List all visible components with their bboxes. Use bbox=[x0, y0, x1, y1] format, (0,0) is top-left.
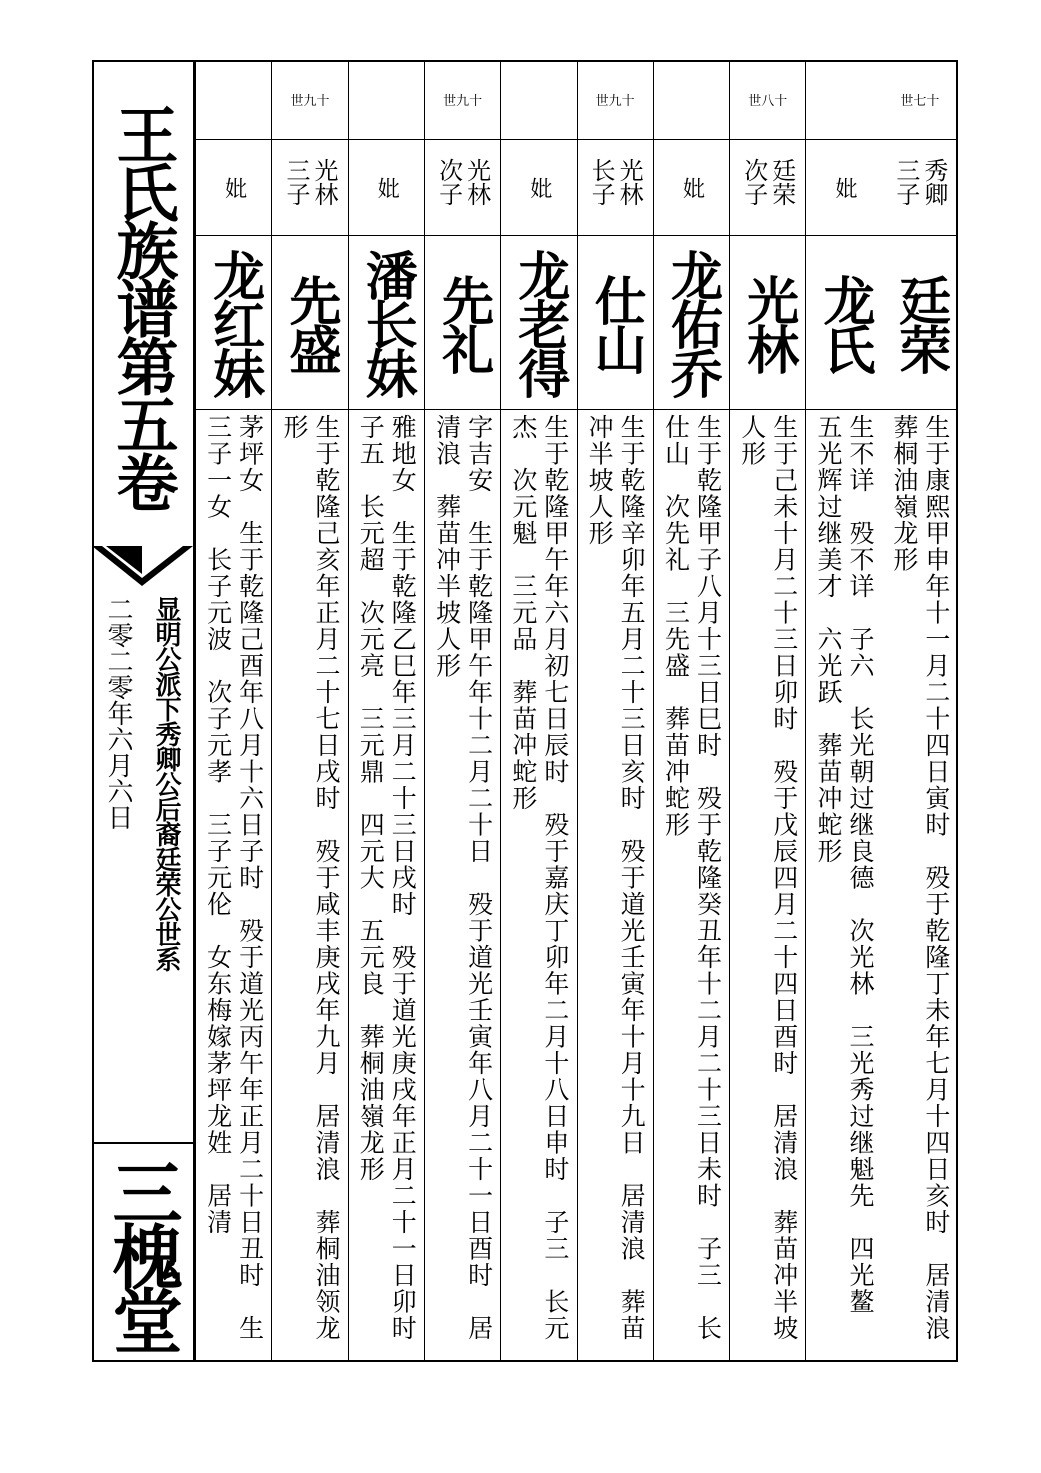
bio-text: 生于乾隆甲午年六月初七日辰时 殁于嘉庆丁卯年二月十八日申时 子三 长元杰 次元魁 三元品 葬苗冲蛇形 bbox=[508, 414, 570, 1342]
generation-cell bbox=[654, 60, 729, 140]
relation-text: 妣 bbox=[221, 176, 247, 199]
relation-cell bbox=[882, 140, 958, 236]
bio-cell bbox=[272, 410, 347, 1360]
bio-cell bbox=[349, 410, 424, 1368]
entry-column bbox=[729, 60, 805, 1362]
bio-cell bbox=[806, 410, 881, 1360]
relation-cell bbox=[196, 140, 271, 236]
person-name: 光林 bbox=[737, 273, 799, 372]
relation-cell bbox=[425, 140, 500, 236]
bio-cell bbox=[654, 410, 729, 1360]
name-cell bbox=[349, 236, 424, 410]
entry-column bbox=[882, 60, 958, 1368]
lineage-subtitle: 显明公派下秀卿公后裔廷荣公世系 bbox=[151, 596, 181, 971]
name-cell bbox=[425, 236, 500, 410]
relation-text: 秀卿三子 bbox=[891, 157, 948, 206]
bio-text: 生于乾隆己亥年正月二十七日戌时 殁于咸丰庚戌年九月 居清浪 葬桐油领龙形 bbox=[279, 414, 341, 1342]
name-cell bbox=[501, 236, 576, 410]
relation-text: 妣 bbox=[832, 176, 858, 199]
bio-cell bbox=[578, 410, 653, 1360]
name-cell bbox=[578, 236, 653, 410]
bio-cell bbox=[882, 410, 958, 1368]
bio-text: 生于乾隆辛卯年五月二十三日亥时 殁于道光壬寅年十月十九日 居清浪 葬苗冲半坡人形 bbox=[585, 414, 647, 1342]
generation-cell: 世八十 bbox=[730, 60, 805, 140]
entry-column bbox=[348, 60, 424, 1368]
genealogy-columns bbox=[195, 60, 958, 1368]
name-cell bbox=[730, 236, 805, 410]
relation-cell bbox=[806, 140, 881, 236]
bio-text: 雅地女 生于乾隆乙巳年三月二十三日戌时 殁于道光庚戌年正月二十一日卯时 子五 长元超 次元亮 三元鼎 四元大 五元良 葬桐油嶺龙形 bbox=[356, 414, 418, 1368]
genealogy-title: 王氏族谱第五卷 bbox=[106, 103, 179, 509]
bio-text: 茅坪女 生于乾隆己酉年八月十六日子时 殁于道光丙午年正月二十日丑时 生三子一女 长子元波 次子元孝 三子元伦 女东梅嫁茅坪龙姓 居清 bbox=[203, 414, 265, 1342]
generation-cell: 世九十 bbox=[425, 60, 500, 140]
person-name: 龙佑乔 bbox=[661, 249, 723, 396]
relation-text: 妣 bbox=[374, 176, 400, 199]
generation-cell: 世七十 bbox=[882, 60, 958, 140]
generation-cell bbox=[196, 60, 271, 140]
bio-cell bbox=[425, 410, 500, 1360]
generation-cell bbox=[349, 60, 424, 140]
entry-column bbox=[653, 60, 729, 1362]
generation-cell bbox=[806, 60, 881, 140]
bio-cell bbox=[730, 410, 805, 1360]
entry-column bbox=[805, 60, 881, 1362]
relation-cell bbox=[578, 140, 653, 236]
bio-cell bbox=[196, 410, 271, 1360]
relation-cell bbox=[501, 140, 576, 236]
relation-text: 妣 bbox=[679, 176, 705, 199]
person-name: 潘长妹 bbox=[356, 249, 418, 396]
person-name: 仕山 bbox=[585, 273, 647, 372]
person-name: 先盛 bbox=[279, 273, 341, 372]
spine-panel bbox=[92, 60, 195, 1362]
entry-column bbox=[577, 60, 653, 1362]
bio-text: 生于乾隆甲子八月十三日巳时 殁于乾隆癸丑年十二月二十三日未时 子三 长仕山 次先礼 三先盛 葬苗冲蛇形 bbox=[661, 414, 723, 1342]
relation-cell bbox=[654, 140, 729, 236]
spine-divider bbox=[92, 1142, 193, 1144]
entry-column bbox=[271, 60, 347, 1362]
fishtail-mark bbox=[92, 546, 193, 586]
person-name: 龙氏 bbox=[814, 273, 876, 372]
relation-text: 妣 bbox=[526, 176, 552, 199]
bio-text: 字吉安 生于乾隆甲午年十二月二十日 殁于道光壬寅年八月二十一日酉时 居清浪 葬苗冲半坡人形 bbox=[432, 414, 494, 1342]
bio-text: 生于己未十月二十三日卯时 殁于戊辰四月二十四日酉时 居清浪 葬苗冲半坡人形 bbox=[737, 414, 799, 1342]
relation-cell bbox=[730, 140, 805, 236]
name-cell bbox=[882, 236, 958, 410]
relation-text: 光林次子 bbox=[434, 157, 491, 206]
person-name: 龙老得 bbox=[508, 249, 570, 396]
entry-column bbox=[195, 60, 271, 1362]
name-cell bbox=[654, 236, 729, 410]
name-cell bbox=[196, 236, 271, 410]
generation-cell bbox=[501, 60, 576, 140]
bio-cell bbox=[501, 410, 576, 1360]
relation-cell bbox=[272, 140, 347, 236]
relation-text: 廷荣次子 bbox=[739, 157, 796, 206]
hall-name: 三槐堂 bbox=[101, 1157, 184, 1349]
generation-cell: 世九十 bbox=[272, 60, 347, 140]
bio-text: 生于康熙甲申年十一月二十四日寅时 殁于乾隆丁未年七月十四日亥时 居清浪 葬桐油嶺龙形 bbox=[889, 414, 951, 1368]
relation-text: 光林长子 bbox=[587, 157, 644, 206]
name-cell bbox=[806, 236, 881, 410]
generation-cell: 世九十 bbox=[578, 60, 653, 140]
bio-text: 生不详 殁不详 子六 长光朝过继良德 次光林 三光秀过继魁先 四光鳌 五光辉过继美才 六光跃 葬苗冲蛇形 bbox=[814, 414, 876, 1342]
name-cell bbox=[272, 236, 347, 410]
compile-date: 二零二零年六月六日 bbox=[103, 596, 133, 830]
relation-cell bbox=[349, 140, 424, 236]
person-name: 廷荣 bbox=[889, 273, 951, 372]
person-name: 先礼 bbox=[432, 273, 494, 372]
entry-column bbox=[500, 60, 576, 1362]
entry-column bbox=[424, 60, 500, 1362]
relation-text: 光林三子 bbox=[281, 157, 338, 206]
person-name: 龙红妹 bbox=[203, 249, 265, 396]
